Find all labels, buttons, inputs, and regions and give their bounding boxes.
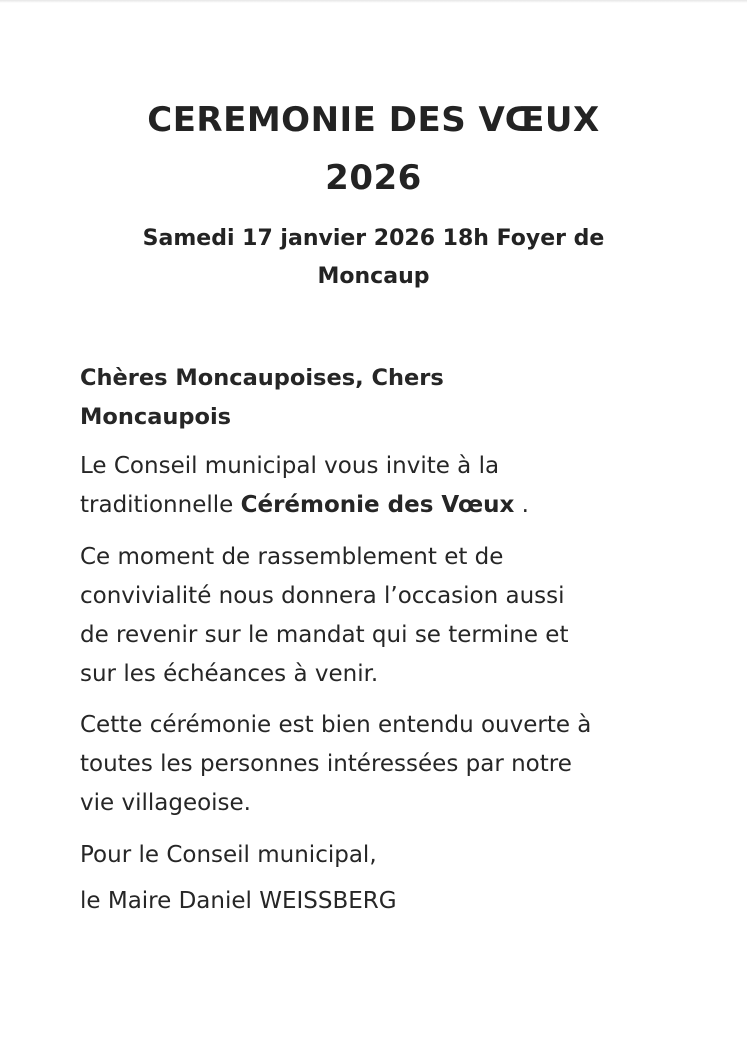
page-title	[0, 91, 747, 207]
subtitle-line-1: Samedi 17 janvier 2026 18h Foyer de	[142, 226, 605, 251]
title-line-1: CEREMONIE DES VŒUX	[147, 100, 600, 140]
paragraph-2-line: sur les échéances à venir.	[80, 661, 379, 687]
paragraph-2-line: Ce moment de rassemblement et de	[80, 544, 504, 570]
greeting-line-2: Moncaupois	[80, 404, 232, 430]
paragraph-3-line: vie villageoise.	[80, 790, 251, 816]
paragraph-1-text-before: traditionnelle	[80, 492, 241, 518]
open-to-all-paragraph	[80, 706, 700, 823]
paragraph-1-text-after: .	[514, 492, 529, 518]
conviviality-paragraph	[80, 538, 700, 694]
invitation-paragraph	[80, 447, 700, 525]
paragraph-1-line-1: Le Conseil municipal vous invite à la	[80, 453, 500, 479]
ceremony-name-emphasis: Cérémonie des Vœux	[240, 492, 515, 518]
paragraph-1-line-2	[80, 486, 700, 525]
greeting	[80, 359, 700, 437]
paragraph-2-line: de revenir sur le mandat qui se termine et	[80, 622, 569, 648]
paragraph-3-line: toutes les personnes intéressées par notre	[80, 751, 572, 777]
event-date-location	[0, 220, 747, 296]
signature-line-2: le Maire Daniel WEISSBERG	[80, 888, 397, 914]
subtitle-line-2: Moncaup	[317, 264, 430, 289]
signature-council	[80, 836, 700, 875]
signature-line-1: Pour le Conseil municipal,	[80, 842, 377, 868]
paragraph-2-line: convivialité nous donnera l’occasion aussi	[80, 583, 565, 609]
paragraph-3-line: Cette cérémonie est bien entendu ouverte à	[80, 712, 592, 738]
scan-top-edge	[0, 0, 747, 3]
title-line-2: 2026	[325, 158, 422, 198]
signature-mayor	[80, 882, 700, 921]
greeting-line-1: Chères Moncaupoises, Chers	[80, 365, 444, 391]
